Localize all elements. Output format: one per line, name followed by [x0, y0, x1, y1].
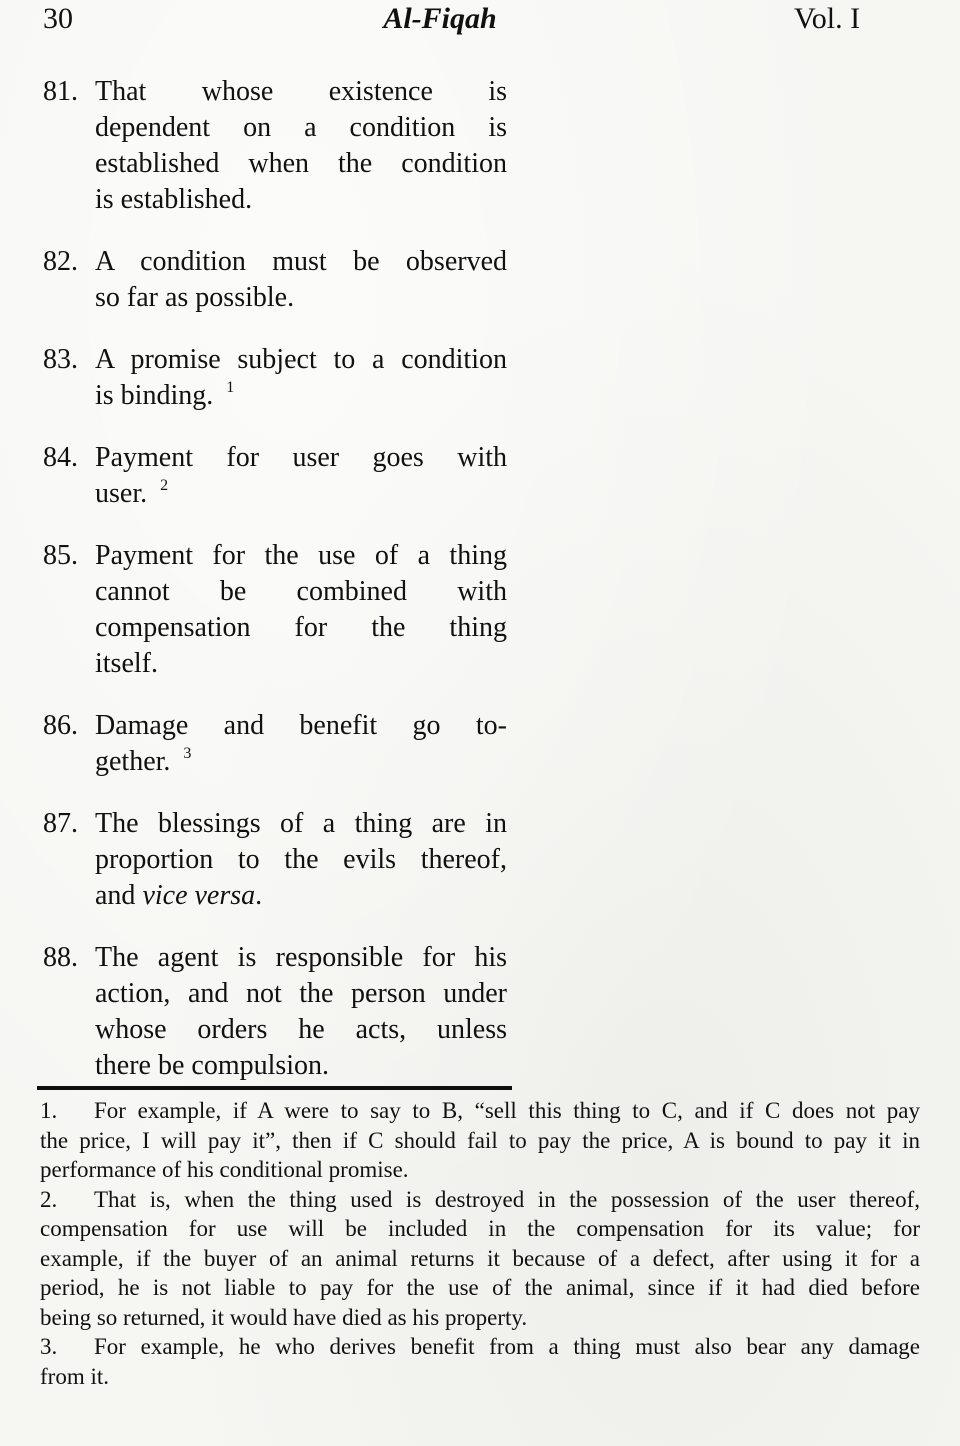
page-number: 30: [43, 2, 73, 35]
footnote-number: 3.: [40, 1334, 58, 1359]
maxim-number: 84.: [43, 442, 78, 473]
footnote-line: 3. For example, he who derives benefit from a thing must also bear any damage: [40, 1332, 920, 1362]
text-line: A condition must be observed: [95, 246, 507, 277]
text-line: so far as possible.: [95, 282, 295, 313]
text-line: there be compulsion.: [95, 1050, 330, 1081]
maxim-item: [43, 74, 507, 218]
maxim-item: [43, 244, 507, 316]
maxim-number: 81.: [43, 76, 78, 107]
text-line: Payment for the use of a thing: [95, 540, 507, 571]
text-line: and vice versa.: [95, 880, 263, 911]
footnote-line: period, he is not liable to pay for the use of the animal, since if it had died before: [40, 1275, 920, 1300]
text-line: compensation for the thing: [95, 612, 507, 643]
running-title: Al-Fiqah: [383, 2, 497, 35]
maxims-list: [43, 74, 507, 1110]
text-line: A promise subject to a condition: [95, 344, 507, 375]
maxim-number: 87.: [43, 808, 78, 839]
text-line: user. $^2$: [95, 476, 169, 509]
footnotes-list: [40, 1096, 920, 1391]
maxim-text: [95, 538, 507, 682]
footnote-line: being so returned, it would have died as his property.: [40, 1304, 528, 1330]
footnote-line: the price, I will pay it”, then if C should fail to pay the price, A is bound to pay it in: [40, 1127, 920, 1153]
volume-label: Vol. I: [794, 2, 861, 35]
maxim-text: [95, 342, 507, 414]
text-line: dependent on a condition is: [95, 112, 507, 143]
maxim-item: [43, 342, 507, 414]
footnote-number: 1.: [40, 1098, 58, 1123]
text-line: is established.: [95, 184, 253, 215]
maxim-item: [43, 708, 507, 780]
footnote-marker: 2: [160, 476, 169, 494]
footnote-item: [40, 1185, 920, 1333]
footnote-marker: 3: [183, 744, 192, 762]
text-line: itself.: [95, 648, 158, 679]
maxim-number: 82.: [43, 246, 78, 277]
text-line: proportion to the evils thereof,: [95, 844, 507, 875]
footnote-marker: 1: [226, 378, 235, 396]
footnote-number: 2.: [40, 1186, 58, 1212]
maxim-item: [43, 440, 507, 512]
text-line: Damage and benefit go to-: [95, 710, 507, 741]
maxim-number: 85.: [43, 540, 78, 571]
maxim-text: [95, 74, 507, 218]
footnote-item: [40, 1332, 920, 1391]
maxim-text: [95, 806, 507, 914]
text-line: The agent is responsible for his: [95, 942, 507, 973]
text-line: gether. $^3$: [95, 744, 192, 777]
maxim-text: [95, 708, 507, 780]
maxim-item: [43, 538, 507, 682]
text-line: whose orders he acts, unless: [95, 1014, 507, 1045]
text-line: established when the condition: [95, 148, 507, 179]
footnote-line: from it.: [40, 1363, 109, 1389]
text-line: That whose existence is: [95, 76, 507, 107]
footnote-line: performance of his conditional promise.: [40, 1157, 409, 1182]
maxim-text: [95, 940, 507, 1084]
text-line: action, and not the person under: [95, 978, 507, 1009]
footnote-line: example, if the buyer of an animal returns it because of a defect, after using it for a: [40, 1245, 920, 1271]
maxim-item: [43, 940, 507, 1084]
text-line: cannot be combined with: [95, 576, 507, 607]
maxim-number: 86.: [43, 710, 78, 741]
italic-phrase: vice versa: [142, 880, 256, 911]
footnote-line: 2. That is, when the thing used is destroyed in the possession of the user thereof,: [40, 1185, 920, 1215]
text-line: Payment for user goes with: [95, 442, 507, 473]
footnote-line: compensation for use will be included in the compensation for its value; for: [40, 1216, 920, 1241]
text-line: is binding. $^1$: [95, 378, 235, 411]
maxim-number: 83.: [43, 344, 78, 375]
text-line: The blessings of a thing are in: [95, 808, 507, 839]
maxim-number: 88.: [43, 942, 78, 973]
footnote-item: [40, 1096, 920, 1185]
maxim-text: [95, 244, 507, 316]
maxim-text: [95, 440, 507, 512]
footnote-line: 1. For example, if A were to say to B, “sell this thing to C, and if C does not pay: [40, 1096, 920, 1126]
footnote-separator-rule: [37, 1086, 512, 1090]
maxim-item: [43, 806, 507, 914]
